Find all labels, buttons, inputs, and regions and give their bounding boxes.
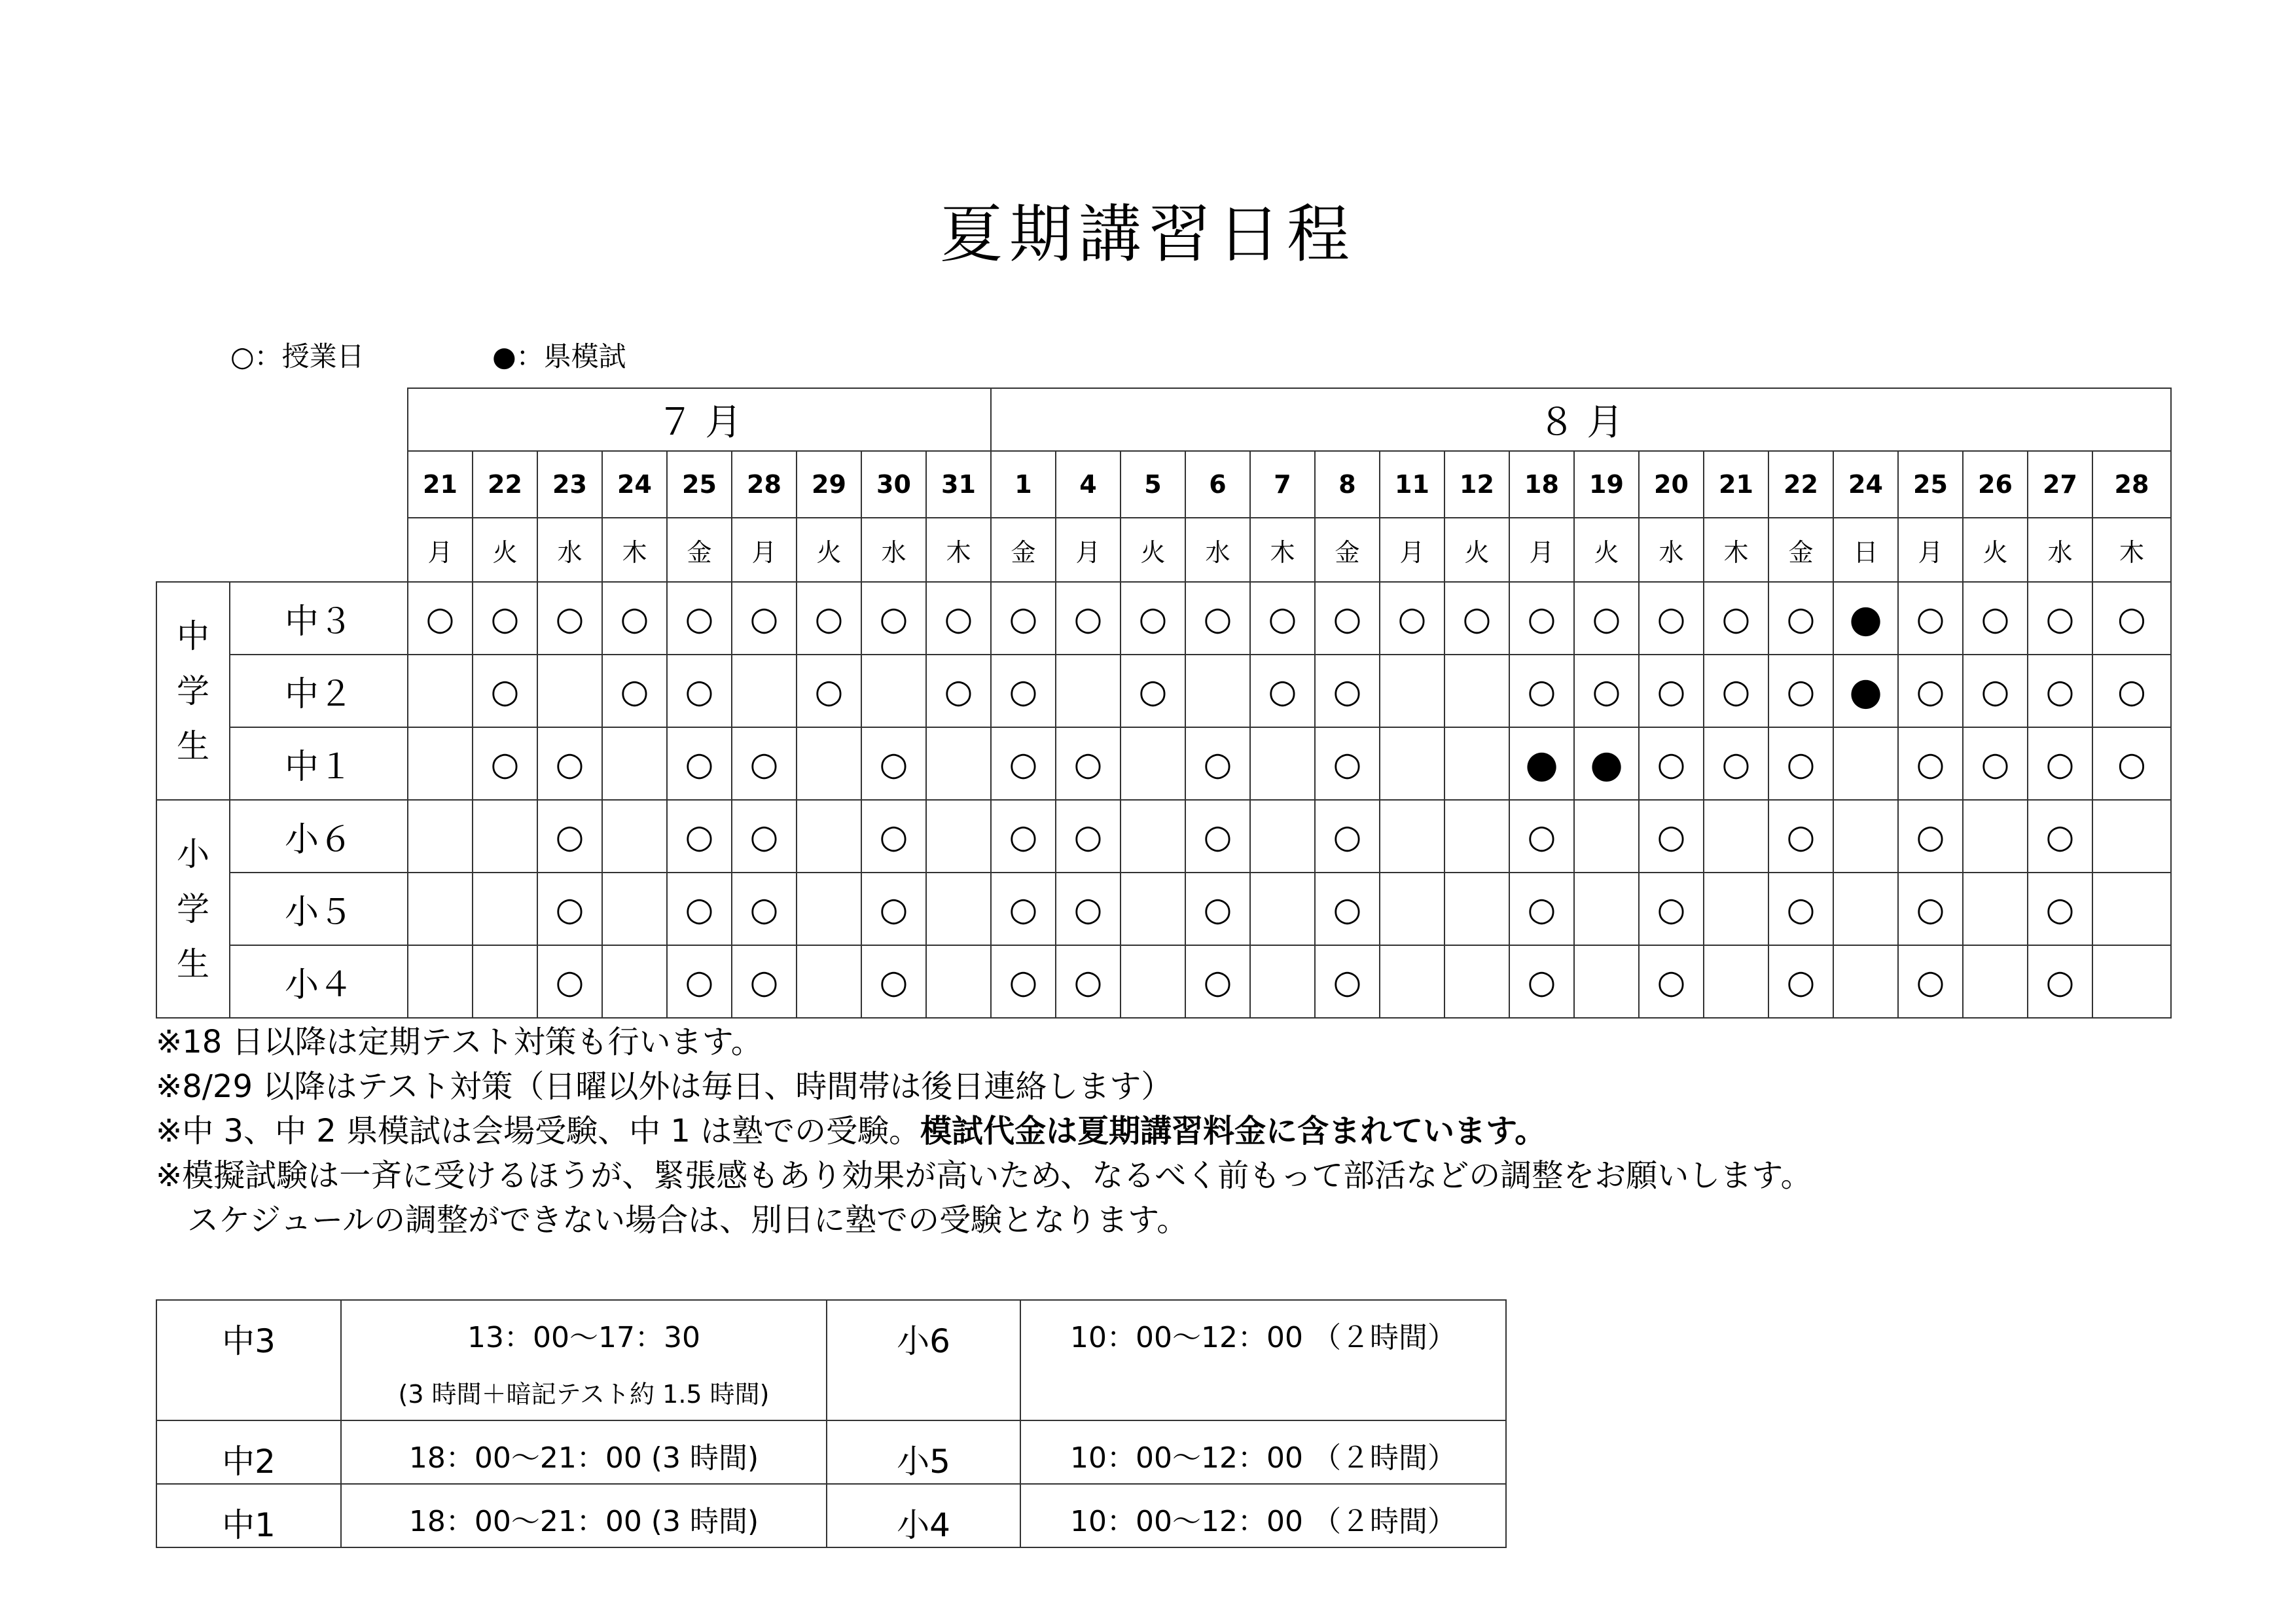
class-day-mark: ○ [1768, 727, 1833, 800]
level-label: 小５ [230, 873, 408, 945]
class-day-mark: ○ [1704, 727, 1768, 800]
empty-cell [473, 945, 537, 1018]
class-day-mark: ○ [991, 727, 1056, 800]
table-row [156, 800, 2171, 873]
empty-cell [1833, 873, 1898, 945]
table-row [156, 1484, 1506, 1547]
weekday-header: 木 [2092, 518, 2171, 582]
class-day-mark: ○ [1315, 873, 1380, 945]
table-row [156, 945, 2171, 1018]
class-day-mark: ○ [602, 655, 667, 727]
date-header: 1 [991, 451, 1056, 518]
class-day-mark: ○ [1185, 727, 1250, 800]
date-header: 25 [1898, 451, 1963, 518]
legend-class-day: ○：授業日 [230, 340, 365, 372]
class-day-mark: ○ [1574, 655, 1639, 727]
time-range [341, 1420, 827, 1484]
weekday-header: 火 [1444, 518, 1509, 582]
empty-cell [2092, 945, 2171, 1018]
level-label: 中２ [230, 655, 408, 727]
date-header: 23 [537, 451, 602, 518]
date-header: 29 [797, 451, 861, 518]
note-bold-text: 模試代金は夏期講習料金に含まれています。 [920, 1113, 1547, 1149]
class-day-mark: ○ [2028, 945, 2092, 1018]
class-day-mark: ○ [732, 873, 797, 945]
empty-cell [1250, 945, 1315, 1018]
class-day-mark: ○ [1509, 873, 1574, 945]
date-header: 8 [1315, 451, 1380, 518]
class-day-mark: ○ [1963, 655, 2028, 727]
time-range-text: 18：00～21：00 (3 時間) [408, 1505, 759, 1538]
empty-cell [797, 727, 861, 800]
note-line [156, 1109, 1812, 1153]
date-header: 28 [732, 451, 797, 518]
time-level: 中2 [156, 1420, 341, 1484]
class-day-mark: ○ [1121, 582, 1185, 655]
class-day-mark: ○ [861, 945, 926, 1018]
table-row [156, 873, 2171, 945]
header-corner [156, 388, 408, 582]
date-header: 27 [2028, 451, 2092, 518]
class-day-mark: ○ [732, 727, 797, 800]
class-day-mark: ○ [2028, 800, 2092, 873]
date-header: 5 [1121, 451, 1185, 518]
empty-cell [408, 727, 473, 800]
time-range: 10：00～12：00 （２時間） [1020, 1300, 1506, 1420]
class-day-mark: ○ [2092, 582, 2171, 655]
class-day-mark: ○ [1185, 873, 1250, 945]
weekday-header: 水 [1185, 518, 1250, 582]
class-day-mark: ○ [2092, 727, 2171, 800]
time-range [341, 1300, 827, 1420]
time-range-text: 18：00～21：00 (3 時間) [408, 1441, 759, 1475]
empty-cell [1963, 873, 2028, 945]
exam-mark: ● [1509, 727, 1574, 800]
class-day-mark: ○ [1898, 945, 1963, 1018]
weekday-header: 火 [1963, 518, 2028, 582]
date-header: 18 [1509, 451, 1574, 518]
date-header: 7 [1250, 451, 1315, 518]
empty-cell [1574, 873, 1639, 945]
empty-cell [1121, 727, 1185, 800]
class-day-mark: ○ [473, 727, 537, 800]
weekday-header: 木 [602, 518, 667, 582]
note-text: ※8/29 以降はテスト対策（日曜以外は毎日、時間帯は後日連絡します） [156, 1068, 1173, 1105]
group-label: 小 学 生 [156, 800, 230, 1018]
class-day-mark: ○ [861, 873, 926, 945]
note-line [156, 1064, 1812, 1109]
class-day-mark: ○ [1185, 800, 1250, 873]
month-header: ７ 月 [408, 388, 991, 451]
time-range-text: 13：00～17：30 [467, 1321, 700, 1354]
class-day-mark: ○ [1898, 655, 1963, 727]
class-day-mark: ○ [797, 582, 861, 655]
class-day-mark: ○ [1898, 727, 1963, 800]
class-day-mark: ○ [1250, 655, 1315, 727]
empty-cell [797, 873, 861, 945]
class-day-mark: ○ [1185, 945, 1250, 1018]
empty-cell [797, 945, 861, 1018]
empty-cell [2092, 873, 2171, 945]
weekday-header: 火 [797, 518, 861, 582]
time-range: 10：00～12：00 （２時間） [1020, 1484, 1506, 1547]
note-text: ※中 3、中 2 県模試は会場受験、中 1 は塾での受験。 [156, 1113, 921, 1149]
empty-cell [1704, 945, 1768, 1018]
weekday-header: 金 [667, 518, 732, 582]
empty-cell [1444, 945, 1509, 1018]
empty-cell [926, 873, 991, 945]
time-level: 中1 [156, 1484, 341, 1547]
class-day-mark: ○ [667, 873, 732, 945]
note-line [156, 1153, 1812, 1198]
class-day-mark: ○ [861, 582, 926, 655]
table-row [156, 1300, 1506, 1420]
class-day-mark: ○ [1639, 582, 1704, 655]
empty-cell [1380, 800, 1444, 873]
class-day-mark: ○ [473, 582, 537, 655]
weekday-header: 月 [1898, 518, 1963, 582]
time-note: (3 時間＋暗記テスト約 1.5 時間) [398, 1380, 770, 1409]
weekday-header: 火 [1121, 518, 1185, 582]
class-day-mark: ○ [1315, 945, 1380, 1018]
class-day-mark: ○ [1768, 873, 1833, 945]
class-day-mark: ○ [732, 800, 797, 873]
weekday-header: 火 [473, 518, 537, 582]
class-day-mark: ○ [2028, 727, 2092, 800]
time-range [341, 1484, 827, 1547]
class-day-mark: ○ [1639, 945, 1704, 1018]
class-day-mark: ○ [1898, 873, 1963, 945]
class-day-mark: ○ [797, 655, 861, 727]
empty-cell [408, 655, 473, 727]
class-day-mark: ○ [1056, 945, 1121, 1018]
weekday-header: 水 [1639, 518, 1704, 582]
time-level: 小6 [827, 1300, 1020, 1420]
date-header: 26 [1963, 451, 2028, 518]
page-title: 夏期講習日程 [940, 198, 1356, 271]
weekday-header: 金 [1315, 518, 1380, 582]
empty-cell [408, 873, 473, 945]
weekday-header: 月 [1056, 518, 1121, 582]
class-day-mark: ○ [1768, 945, 1833, 1018]
weekday-header: 金 [1768, 518, 1833, 582]
exam-mark: ● [1833, 655, 1898, 727]
date-header: 30 [861, 451, 926, 518]
note-text: スケジュールの調整ができない場合は、別日に塾での受験となります。 [156, 1202, 1189, 1238]
empty-cell [926, 800, 991, 873]
weekday-header: 水 [2028, 518, 2092, 582]
empty-cell [1963, 945, 2028, 1018]
note-line [156, 1020, 1812, 1064]
empty-cell [1185, 655, 1250, 727]
class-day-mark: ○ [1639, 873, 1704, 945]
class-day-mark: ○ [1509, 800, 1574, 873]
class-day-mark: ○ [1315, 800, 1380, 873]
class-day-mark: ○ [926, 655, 991, 727]
class-day-mark: ○ [1509, 582, 1574, 655]
class-day-mark: ○ [926, 582, 991, 655]
empty-cell [1444, 800, 1509, 873]
date-header: 4 [1056, 451, 1121, 518]
empty-cell [602, 945, 667, 1018]
class-day-mark: ○ [1509, 655, 1574, 727]
weekday-header: 水 [537, 518, 602, 582]
class-day-mark: ○ [1250, 582, 1315, 655]
class-day-mark: ○ [1898, 582, 1963, 655]
class-day-mark: ○ [537, 582, 602, 655]
class-day-mark: ○ [1639, 655, 1704, 727]
class-day-mark: ○ [1056, 727, 1121, 800]
class-day-mark: ○ [1639, 800, 1704, 873]
empty-cell [1121, 945, 1185, 1018]
empty-cell [473, 873, 537, 945]
empty-cell [1250, 727, 1315, 800]
empty-cell [1444, 727, 1509, 800]
class-day-mark: ○ [667, 945, 732, 1018]
table-row [156, 655, 2171, 727]
weekday-header: 水 [861, 518, 926, 582]
time-level: 中3 [156, 1300, 341, 1420]
empty-cell [602, 873, 667, 945]
class-day-mark: ○ [991, 945, 1056, 1018]
class-day-mark: ○ [1315, 655, 1380, 727]
class-day-mark: ○ [991, 655, 1056, 727]
class-day-mark: ○ [2028, 655, 2092, 727]
weekday-header: 月 [732, 518, 797, 582]
weekday-header: 木 [1250, 518, 1315, 582]
class-day-mark: ○ [473, 655, 537, 727]
date-header: 11 [1380, 451, 1444, 518]
class-day-mark: ○ [1704, 582, 1768, 655]
class-day-mark: ○ [1963, 727, 2028, 800]
empty-cell [537, 655, 602, 727]
weekday-header: 木 [926, 518, 991, 582]
class-day-mark: ○ [991, 873, 1056, 945]
class-day-mark: ○ [1898, 800, 1963, 873]
date-header: 19 [1574, 451, 1639, 518]
date-header: 31 [926, 451, 991, 518]
exam-mark: ● [1574, 727, 1639, 800]
time-level: 小5 [827, 1420, 1020, 1484]
empty-cell [861, 655, 926, 727]
class-day-mark: ○ [667, 655, 732, 727]
weekday-header: 日 [1833, 518, 1898, 582]
class-day-mark: ○ [1574, 582, 1639, 655]
class-day-mark: ○ [861, 727, 926, 800]
table-row [156, 727, 2171, 800]
class-day-mark: ○ [2092, 655, 2171, 727]
class-day-mark: ○ [1056, 800, 1121, 873]
empty-cell [797, 800, 861, 873]
class-day-mark: ○ [667, 800, 732, 873]
empty-cell [602, 800, 667, 873]
class-day-mark: ○ [861, 800, 926, 873]
class-day-mark: ○ [2028, 873, 2092, 945]
exam-mark: ● [1833, 582, 1898, 655]
empty-cell [1380, 727, 1444, 800]
class-day-mark: ○ [732, 945, 797, 1018]
weekday-header: 月 [408, 518, 473, 582]
empty-cell [408, 800, 473, 873]
group-label: 中 学 生 [156, 582, 230, 800]
empty-cell [1121, 800, 1185, 873]
date-header: 21 [408, 451, 473, 518]
class-day-mark: ○ [1509, 945, 1574, 1018]
level-label: 小６ [230, 800, 408, 873]
date-header: 20 [1639, 451, 1704, 518]
date-header: 24 [1833, 451, 1898, 518]
empty-cell [602, 727, 667, 800]
date-header: 21 [1704, 451, 1768, 518]
empty-cell [408, 945, 473, 1018]
date-header: 12 [1444, 451, 1509, 518]
empty-cell [926, 945, 991, 1018]
class-day-mark: ○ [667, 727, 732, 800]
class-day-mark: ○ [1963, 582, 2028, 655]
empty-cell [1833, 945, 1898, 1018]
class-day-mark: ○ [408, 582, 473, 655]
legend-exam: ●：県模試 [492, 340, 626, 372]
empty-cell [1121, 873, 1185, 945]
class-day-mark: ○ [667, 582, 732, 655]
schedule-table [156, 388, 2172, 1019]
empty-cell [2092, 800, 2171, 873]
class-day-mark: ○ [1704, 655, 1768, 727]
empty-cell [926, 727, 991, 800]
weekday-header: 木 [1704, 518, 1768, 582]
class-day-mark: ○ [1768, 655, 1833, 727]
empty-cell [1704, 873, 1768, 945]
class-day-mark: ○ [1315, 582, 1380, 655]
empty-cell [473, 800, 537, 873]
class-day-mark: ○ [991, 800, 1056, 873]
class-day-mark: ○ [537, 873, 602, 945]
date-header: 6 [1185, 451, 1250, 518]
empty-cell [1574, 800, 1639, 873]
date-header: 28 [2092, 451, 2171, 518]
note-text: ※模擬試験は一斉に受けるほうが、緊張感もあり効果が高いため、なるべく前もって部活などの調整をお願いします。 [156, 1157, 1812, 1194]
empty-cell [1704, 800, 1768, 873]
date-header: 25 [667, 451, 732, 518]
class-day-mark: ○ [1056, 582, 1121, 655]
class-day-mark: ○ [1056, 873, 1121, 945]
class-day-mark: ○ [1315, 727, 1380, 800]
class-day-mark: ○ [1444, 582, 1509, 655]
class-day-mark: ○ [537, 727, 602, 800]
empty-cell [1833, 727, 1898, 800]
date-header: 24 [602, 451, 667, 518]
class-day-mark: ○ [2028, 582, 2092, 655]
empty-cell [1250, 800, 1315, 873]
empty-cell [1056, 655, 1121, 727]
time-level: 小4 [827, 1484, 1020, 1547]
table-row [156, 1420, 1506, 1484]
class-day-mark: ○ [1121, 655, 1185, 727]
month-header: ８ 月 [991, 388, 2171, 451]
time-table [156, 1299, 1507, 1548]
notes [156, 1020, 1812, 1242]
empty-cell [1444, 655, 1509, 727]
empty-cell [1574, 945, 1639, 1018]
empty-cell [1444, 873, 1509, 945]
note-text: ※18 日以降は定期テスト対策も行います。 [156, 1024, 762, 1060]
table-row [156, 582, 2171, 655]
empty-cell [732, 655, 797, 727]
date-header: 22 [1768, 451, 1833, 518]
empty-cell [1380, 655, 1444, 727]
class-day-mark: ○ [1185, 582, 1250, 655]
weekday-header: 月 [1509, 518, 1574, 582]
class-day-mark: ○ [1768, 582, 1833, 655]
level-label: 中１ [230, 727, 408, 800]
level-label: 小４ [230, 945, 408, 1018]
empty-cell [1250, 873, 1315, 945]
level-label: 中３ [230, 582, 408, 655]
weekday-header: 火 [1574, 518, 1639, 582]
weekday-header: 月 [1380, 518, 1444, 582]
class-day-mark: ○ [1380, 582, 1444, 655]
weekday-header: 金 [991, 518, 1056, 582]
class-day-mark: ○ [1639, 727, 1704, 800]
class-day-mark: ○ [732, 582, 797, 655]
class-day-mark: ○ [1768, 800, 1833, 873]
empty-cell [1380, 873, 1444, 945]
note-line [156, 1198, 1812, 1242]
class-day-mark: ○ [537, 800, 602, 873]
date-header: 22 [473, 451, 537, 518]
empty-cell [1380, 945, 1444, 1018]
class-day-mark: ○ [991, 582, 1056, 655]
empty-cell [1963, 800, 2028, 873]
time-range: 10：00～12：00 （２時間） [1020, 1420, 1506, 1484]
class-day-mark: ○ [602, 582, 667, 655]
empty-cell [1833, 800, 1898, 873]
class-day-mark: ○ [537, 945, 602, 1018]
